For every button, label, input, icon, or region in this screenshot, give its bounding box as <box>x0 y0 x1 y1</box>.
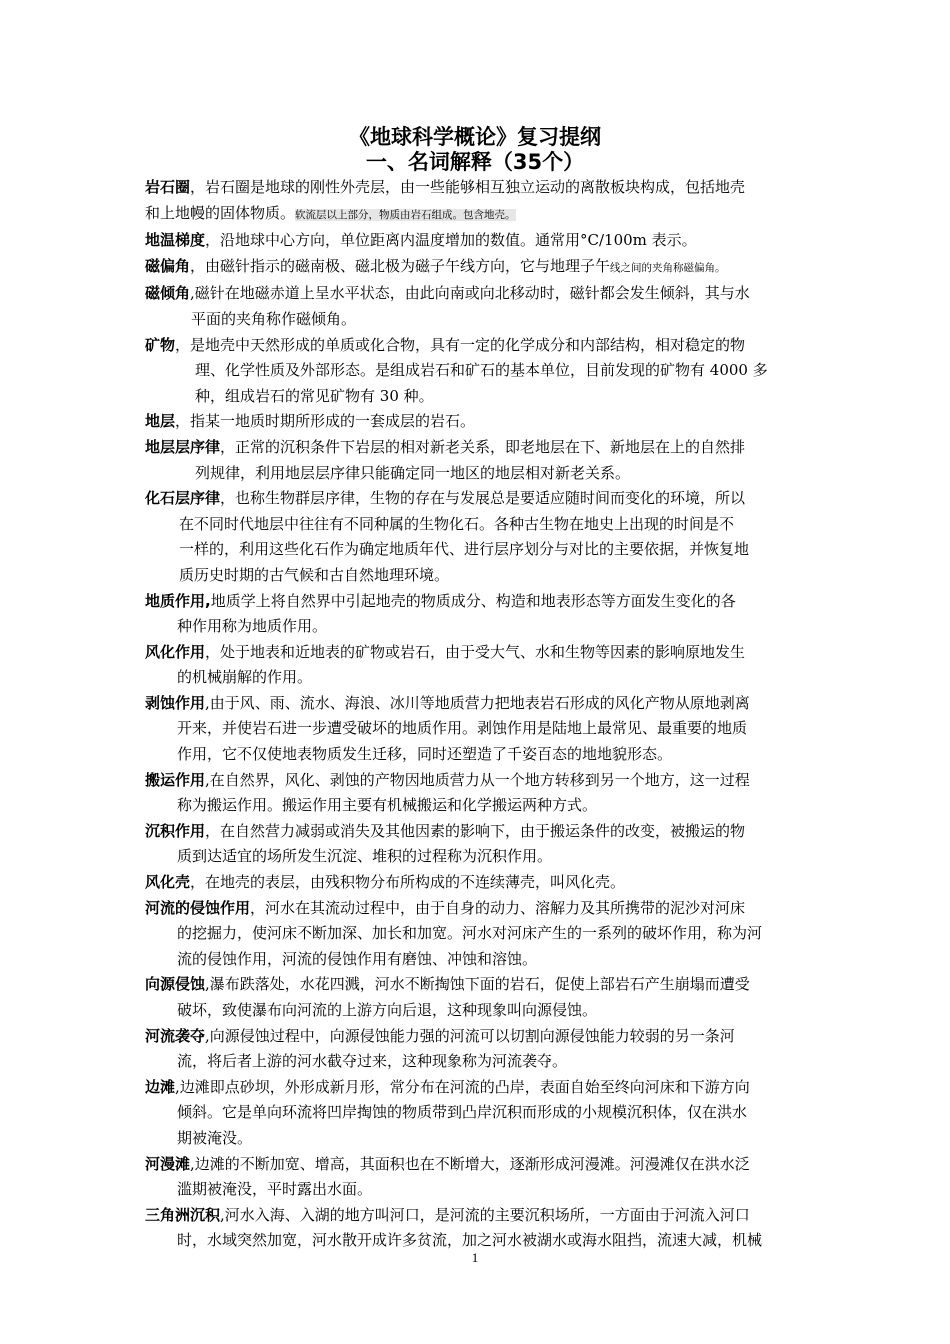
definition: ，是地壳中天然形成的单质或化合物，具有一定的化学成分和内部结构，相对稳定的物 <box>175 335 746 354</box>
definition: ，处于地表和近地表的矿物或岩石，由于受大气、水和生物等因素的影响原地发生 <box>205 642 746 661</box>
term: 地层 <box>145 412 176 431</box>
glossary-entry <box>145 768 810 819</box>
term: 三角洲沉积 <box>145 1205 221 1224</box>
term: 风化壳 <box>145 873 191 892</box>
definition-note: 线之间的夹角称磁偏角。 <box>610 261 726 274</box>
handwritten-note: 软流层以上部分，物质由岩石组成。包含地壳。 <box>295 208 516 221</box>
glossary-entry <box>145 435 810 486</box>
definition: 和上地幔的固体物质。 <box>145 203 296 222</box>
glossary-entry <box>145 409 810 435</box>
page-number: 1 <box>471 1250 479 1265</box>
term: 向源侵蚀 <box>145 975 206 994</box>
glossary-entry <box>145 819 810 870</box>
definition-continued: 质到达适宜的场所发生沉淀、堆积的过程称为沉积作用。 <box>177 847 553 866</box>
glossary-entry <box>145 589 810 640</box>
definition-continued: 理、化学性质及外部形态。是组成岩石和矿石的基本单位，目前发现的矿物有 4000 多 <box>195 361 768 380</box>
definition-continued: 列规律，利用地层层序律只能确定同一地区的地层相对新老关系。 <box>195 463 631 482</box>
definition: ，指某一地质时期所形成的一套成层的岩石。 <box>175 412 476 431</box>
definition-continued: 的机械崩解的作用。 <box>177 668 313 687</box>
term: 搬运作用 <box>145 770 206 789</box>
term: 剥蚀作用 <box>145 693 206 712</box>
definition: ，也称生物群层序律，生物的存在与发展总是要适应随时间而变化的环境，所以 <box>220 489 746 508</box>
glossary-entry <box>145 1024 810 1075</box>
definition: ，河水在其流动过程中，由于自身的动力、溶解力及其所携带的泥沙对河床 <box>250 898 746 917</box>
definition-continued: 种作用称为地质作用。 <box>177 617 328 636</box>
definition: ，由磁针指示的磁南极、磁北极为磁子午线方向，它与地理子午 <box>190 256 611 275</box>
definition-continued: 称为搬运作用。搬运作用主要有机械搬运和化学搬运两种方式。 <box>177 796 598 815</box>
definition-continued: 种，组成岩石的常见矿物有 30 种。 <box>195 386 434 405</box>
term: 地层层序律 <box>145 437 221 456</box>
term: 边滩 <box>145 1077 176 1096</box>
definition: ，正常的沉积条件下岩层的相对新老关系，即老地层在下、新地层在上的自然排 <box>220 437 746 456</box>
definition-continued: 破坏，致使瀑布向河流的上游方向后退，这种现象叫向源侵蚀。 <box>177 1001 598 1019</box>
glossary-entry <box>145 896 810 973</box>
section-heading: 一、名词解释（35个） <box>365 150 585 174</box>
definition-continued: 倾斜。它是单向环流将凹岸掏蚀的物质带到凸岸沉积而形成的小规模沉积体，仅在洪水 <box>177 1103 748 1122</box>
definition-continued: 平面的夹角称作磁倾角。 <box>191 309 357 328</box>
term: 磁倾角 <box>145 284 191 303</box>
definition-continued: 的挖掘力，使河床不断加深、加长和加宽。河水对河床产生的一系列的破坏作用，称为河 <box>177 924 763 943</box>
definition: ,边滩即点砂坝，外形成新月形，常分布在河流的凸岸，表面自始至终向河床和下游方向 <box>175 1077 750 1096</box>
definition: ，在自然营力减弱或消失及其他因素的影响下，由于搬运条件的改变，被搬运的物 <box>205 821 746 840</box>
definition: ,边滩的不断加宽、增高，其面积也在不断增大，逐渐形成河漫滩。河漫滩仅在洪水泛 <box>190 1154 750 1173</box>
document-title: 《地球科学概论》复习提纲 <box>349 125 601 149</box>
term: 地温梯度 <box>145 231 206 250</box>
definition-continued: 流，将后者上游的河水截夺过来，这种现象称为河流袭夺。 <box>177 1052 568 1071</box>
glossary-entry <box>145 870 810 896</box>
glossary-list <box>145 175 810 1254</box>
definition-continued: 开来，并使岩石进一步遭受破坏的地质作用。剥蚀作用是陆地上最常见、最重要的地质 <box>177 719 748 738</box>
term: 风化作用 <box>145 642 206 661</box>
glossary-entry <box>145 640 810 691</box>
glossary-entry <box>145 1075 810 1152</box>
term: 矿物 <box>145 335 176 354</box>
definition-continued: 滥期被淹没，平时露出水面。 <box>177 1180 373 1199</box>
term: 岩石圈 <box>145 178 191 196</box>
glossary-entry <box>145 691 810 768</box>
definition-continued: 期被淹没。 <box>177 1128 253 1147</box>
term: 河流的侵蚀作用 <box>145 898 251 917</box>
glossary-entry <box>145 281 810 332</box>
definition: ,在自然界，风化、剥蚀的产物因地质营力从一个地方转移到另一个地方，这一过程 <box>205 770 750 789</box>
glossary-entry <box>145 228 810 254</box>
definition: 地质学上将自然界中引起地壳的物质成分、构造和地表形态等方面发生变化的各 <box>210 591 736 610</box>
term: 化石层序律 <box>145 489 221 508</box>
term: 磁偏角 <box>145 256 191 275</box>
definition: ,由于风、雨、流水、海浪、冰川等地质营力把地表岩石形成的风化产物从原地剥离 <box>205 693 750 712</box>
definition-continued: 一样的，利用这些化石作为确定地质年代、进行层序划分与对比的主要依据，并恢复地 <box>179 540 750 559</box>
term: 地质作用, <box>145 591 211 610</box>
glossary-entry <box>145 1152 810 1203</box>
term: 沉积作用 <box>145 821 206 840</box>
definition-continued: 质历史时期的古气候和古自然地理环境。 <box>179 565 450 584</box>
glossary-entry <box>145 972 810 1023</box>
glossary-entry <box>145 1203 810 1254</box>
definition: ，沿地球中心方向，单位距离内温度增加的数值。通常用°C/100m 表示。 <box>205 231 697 250</box>
term: 河流袭夺 <box>145 1026 206 1045</box>
definition: ，在地壳的表层，由残积物分布所构成的不连续薄壳，叫风化壳。 <box>190 873 626 892</box>
definition-continued: 作用，它不仅使地表物质发生迁移，同时还塑造了千姿百态的地地貌形态。 <box>177 745 673 764</box>
glossary-entry <box>145 254 810 282</box>
glossary-entry <box>145 333 810 410</box>
definition: ，岩石圈是地球的刚性外壳层，由一些能够相互独立运动的离散板块构成，包括地壳 <box>190 178 746 196</box>
definition-continued: 流的侵蚀作用，河流的侵蚀作用有磨蚀、冲蚀和溶蚀。 <box>177 949 538 968</box>
definition: ,磁针在地磁赤道上呈水平状态，由此向南或向北移动时，磁针都会发生倾斜，其与水 <box>190 284 750 303</box>
term: 河漫滩 <box>145 1154 191 1173</box>
glossary-entry <box>145 175 810 228</box>
definition-continued: 时，水域突然加宽，河水散开成许多贫流，加之河水被湖水或海水阻挡，流速大减，机械 <box>177 1231 763 1250</box>
glossary-entry <box>145 486 810 588</box>
definition: ,向源侵蚀过程中，向源侵蚀能力强的河流可以切割向源侵蚀能力较弱的另一条河 <box>205 1026 735 1045</box>
definition: ,河水入海、入湖的地方叫河口，是河流的主要沉积场所，一方面由于河流入河口 <box>220 1205 750 1224</box>
definition: ,瀑布跌落处，水花四溅，河水不断掏蚀下面的岩石，促使上部岩石产生崩塌而遭受 <box>205 975 750 994</box>
definition-continued: 在不同时代地层中往往有不同种属的生物化石。各种古生物在地史上出现的时间是不 <box>179 514 735 533</box>
